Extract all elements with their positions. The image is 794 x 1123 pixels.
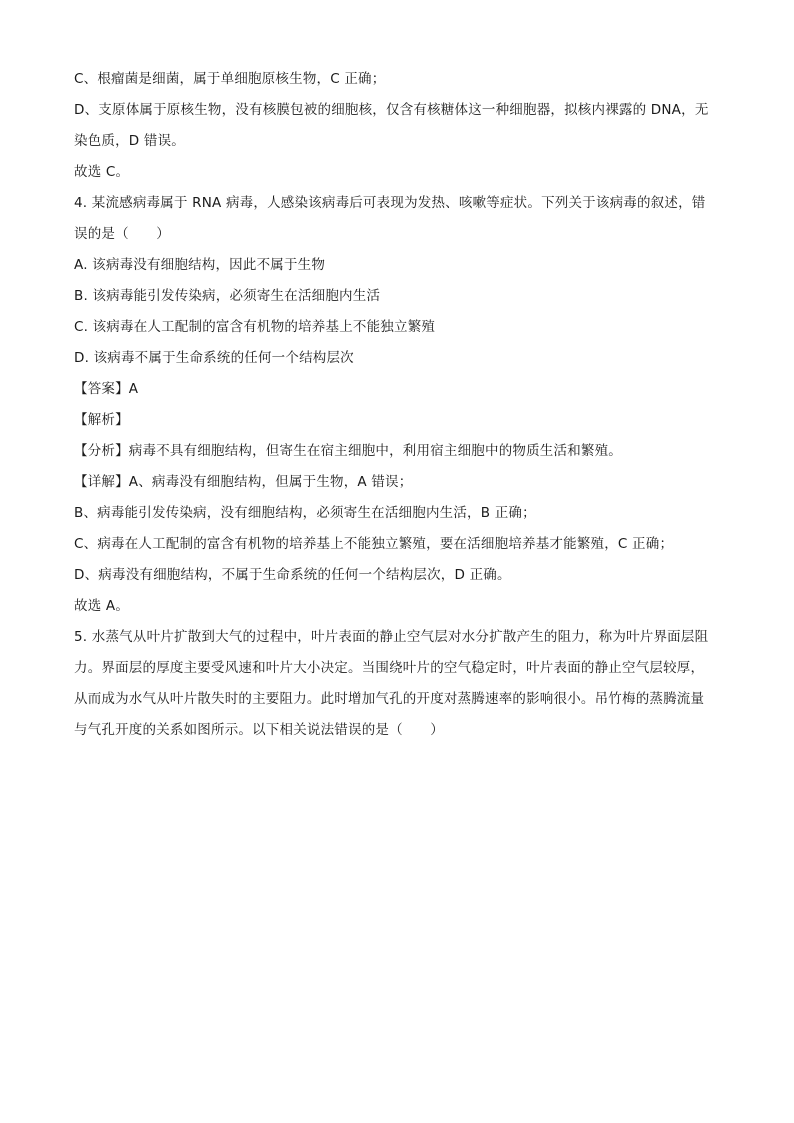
q4-conclusion: 故选 A。 bbox=[74, 598, 130, 614]
q4-option-b: B. 该病毒能引发传染病，必须寄生在活细胞内生活 bbox=[74, 288, 381, 304]
q4-detail-b: B、病毒能引发传染病，没有细胞结构，必须寄生在活细胞内生活，B 正确； bbox=[74, 505, 536, 521]
q5-stem-line1: 5. 水蒸气从叶片扩散到大气的过程中，叶片表面的静止空气层对水分扩散产生的阻力，称为叶片界面层阻 bbox=[74, 629, 709, 645]
q4-stem-line1: 4. 某流感病毒属于 RNA 病毒，人感染该病毒后可表现为发热、咳嗽等症状。下列关于该病毒的叙述，错 bbox=[74, 195, 706, 211]
q5-stem-line2: 力。界面层的厚度主要受风速和叶片大小决定。当围绕叶片的空气稳定时，叶片表面的静止空气层较厚， bbox=[74, 660, 705, 676]
q4-option-a: A. 该病毒没有细胞结构，因此不属于生物 bbox=[74, 257, 326, 273]
q4-answer: 【答案】A bbox=[74, 381, 139, 397]
q4-option-c: C. 该病毒在人工配制的富含有机物的培养基上不能独立繁殖 bbox=[74, 319, 436, 335]
q3-option-d-explanation-line2: 染色质，D 错误。 bbox=[74, 133, 185, 149]
q4-detail-d: D、病毒没有细胞结构，不属于生命系统的任何一个结构层次，D 正确。 bbox=[74, 567, 511, 583]
q4-detail-a: 【详解】A、病毒没有细胞结构，但属于生物，A 错误； bbox=[74, 474, 413, 490]
q3-option-d-explanation-line1: D、支原体属于原核生物，没有核膜包被的细胞核，仅含有核糖体这一种细胞器，拟核内裸露的 DNA，无 bbox=[74, 102, 709, 118]
q3-conclusion: 故选 C。 bbox=[74, 164, 130, 180]
q4-analysis-header: 【解析】 bbox=[74, 412, 129, 428]
q4-detail-c: C、病毒在人工配制的富含有机物的培养基上不能独立繁殖，要在活细胞培养基才能繁殖，C 正确； bbox=[74, 536, 674, 552]
document-page bbox=[74, 64, 724, 746]
q3-option-c-explanation: C、根瘤菌是细菌，属于单细胞原核生物，C 正确； bbox=[74, 71, 386, 87]
q4-analysis: 【分析】病毒不具有细胞结构，但寄生在宿主细胞中，利用宿主细胞中的物质生活和繁殖。 bbox=[74, 443, 622, 459]
q5-stem-line3: 从而成为水气从叶片散失时的主要阻力。此时增加气孔的开度对蒸腾速率的影响很小。吊竹梅的蒸腾流量 bbox=[74, 691, 705, 707]
q4-stem-line2: 误的是（ ） bbox=[74, 226, 170, 242]
q4-option-d: D. 该病毒不属于生命系统的任何一个结构层次 bbox=[74, 350, 354, 366]
q5-stem-line4: 与气孔开度的关系如图所示。以下相关说法错误的是（ ） bbox=[74, 722, 444, 738]
